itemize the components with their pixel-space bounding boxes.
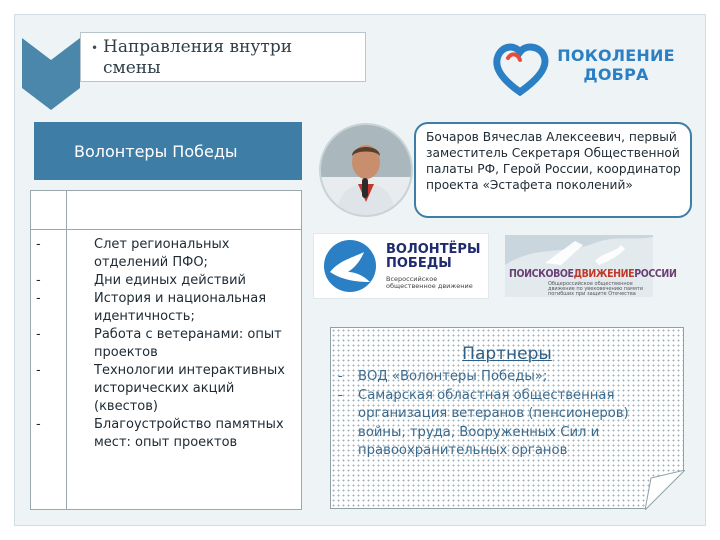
table-divider-horizontal: [30, 229, 302, 230]
list-item: [36, 272, 298, 290]
dove-icon: [320, 238, 382, 294]
chevron-down-icon: [22, 38, 80, 110]
partners-title: Партнеры: [462, 344, 552, 364]
person-photo: [318, 122, 414, 218]
volunteers-pobedy-logo-text: [386, 243, 486, 271]
list-item: [334, 368, 678, 387]
list-item: [36, 362, 298, 416]
logo-line-2: ДОБРА: [583, 65, 649, 84]
vol-logo-line-1: ВОЛОНТЁРЫ: [386, 242, 481, 257]
vol-logo-subtitle: Всероссийское общественное движение: [386, 275, 473, 290]
list-dash: -: [36, 417, 41, 432]
list-item: [36, 326, 298, 362]
partners-list: [334, 368, 678, 461]
list-item: [36, 290, 298, 326]
logo-text: [556, 46, 676, 84]
list-dash: -: [36, 363, 41, 378]
title-text: Направления внутри смены: [103, 37, 293, 78]
search-logo-part-3: РОССИИ: [634, 268, 677, 280]
page-fold-icon: [645, 470, 685, 510]
list-item-text: Дни единых действий: [94, 273, 246, 288]
list-item-text: Технологии интерактивных исторических акций (квестов): [94, 363, 285, 414]
search-logo-part-2: ДВИЖЕНИЕ: [573, 268, 635, 280]
list-dash: -: [338, 369, 343, 384]
volunteers-header: Волонтеры Победы: [34, 122, 302, 180]
list-item-text: Работа с ветеранами: опыт проектов: [94, 327, 282, 360]
list-dash: -: [36, 327, 41, 342]
list-dash: -: [36, 237, 41, 252]
title-bullet: •: [91, 41, 99, 55]
search-movement-logo-text: [509, 268, 677, 280]
list-dash: -: [36, 273, 41, 288]
list-item-text: История и национальная идентичность;: [94, 291, 267, 324]
search-logo-subtitle: Общероссийское общественное движение по увековечению памяти погибших при защите Отечества: [548, 281, 644, 297]
list-item: [36, 416, 298, 452]
list-item: [36, 236, 298, 272]
list-item-text: Благоустройство памятных мест: опыт проектов: [94, 417, 284, 450]
section-title: [80, 32, 366, 82]
list-item-text: Самарская областная общественная организация ветеранов (пенсионеров) войны, труда, Вооруженных Сил и правоохранительных органов: [358, 387, 629, 458]
list-item-text: Слет региональных отделений ПФО;: [94, 237, 230, 270]
activities-list: [36, 236, 298, 452]
list-item: [334, 387, 678, 461]
vol-logo-line-2: ПОБЕДЫ: [386, 256, 452, 271]
person-bio: Бочаров Вячеслав Алексеевич, первый заместитель Секретаря Общественной палаты РФ, Герой России, координатор проекта «Эстафета поколений»: [414, 122, 692, 218]
list-dash: -: [338, 387, 343, 403]
search-logo-part-1: ПОИСКОВОЕ: [509, 268, 574, 280]
logo-line-1: ПОКОЛЕНИЕ: [557, 46, 675, 65]
list-item-text: ВОД «Волонтеры Победы»;: [358, 369, 548, 384]
list-dash: -: [36, 291, 41, 306]
